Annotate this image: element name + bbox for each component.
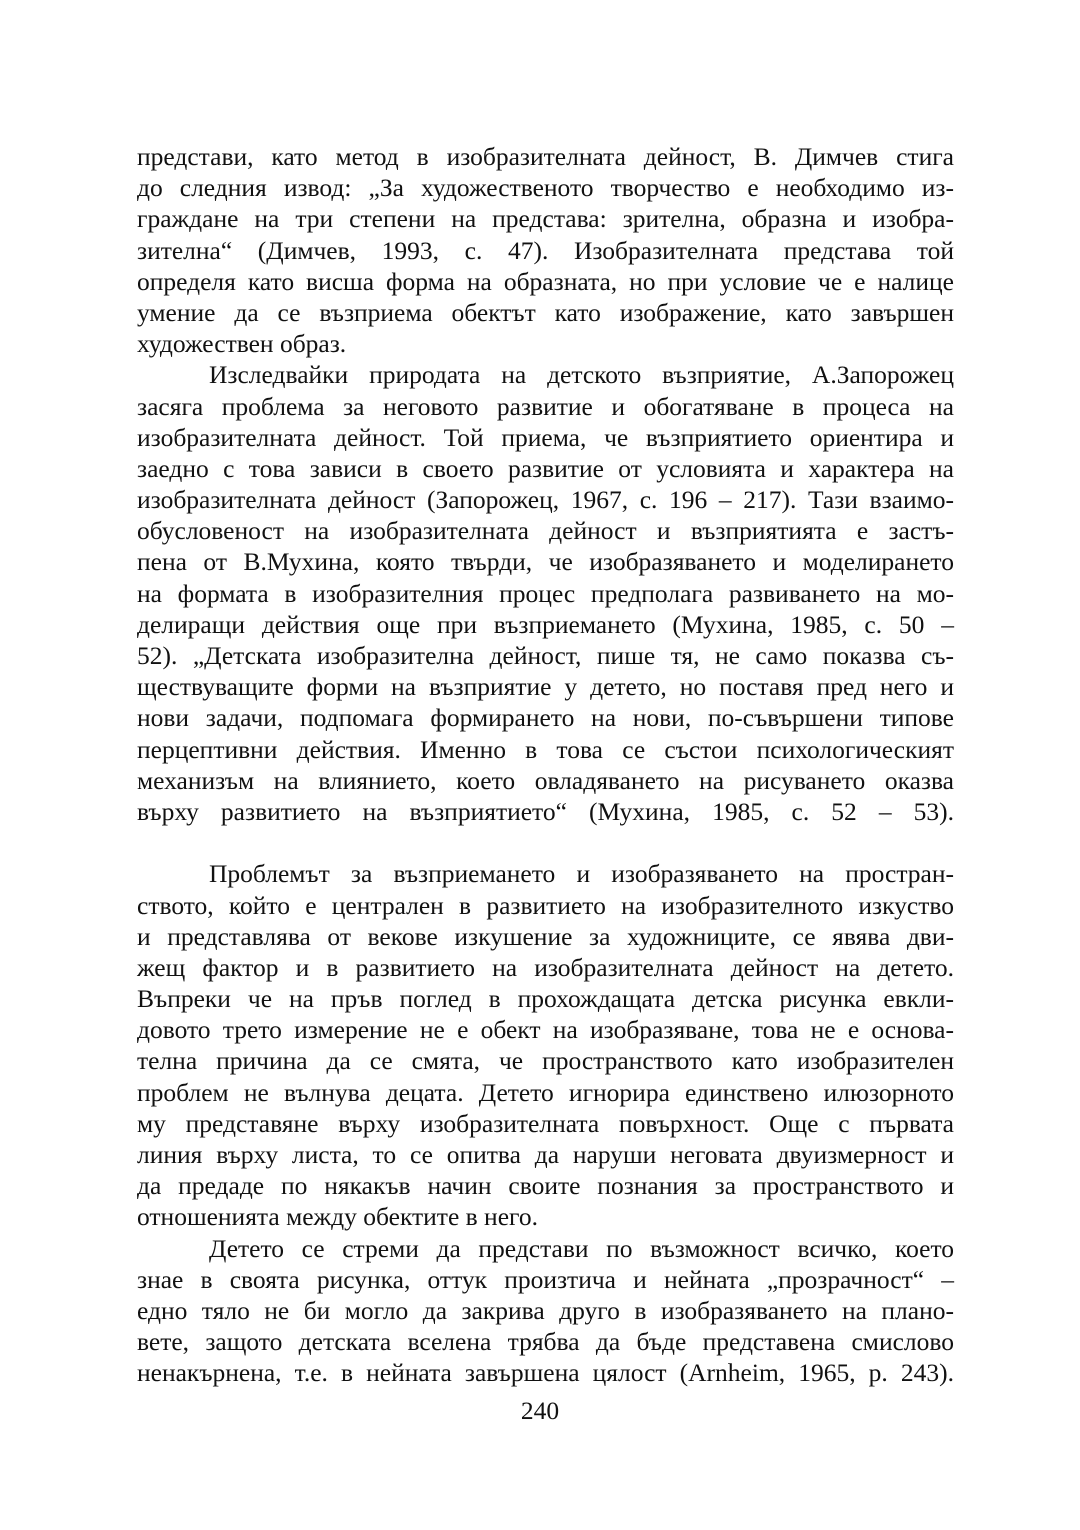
text-line: зителна“ (Димчев, 1993, с. 47). Изобразителната представа той — [137, 235, 954, 265]
text-line: Проблемът за възприемането и изобразяването на простран- — [209, 859, 954, 889]
text-line: 52). „Детската изобразителна дейност, пише тя, не само показва съ- — [137, 641, 954, 670]
text-line: линия върху листа, то се опитва да наруши неговата двуизмерност и — [137, 1140, 954, 1169]
body-text — [137, 141, 954, 1389]
text-line: да предаде по някакъв начин своите познания за пространството и — [137, 1171, 954, 1201]
text-line: пена от В.Мухина, която твърди, че изобразяването и моделирането — [137, 547, 954, 577]
text-line: ненакърнена, т.е. в нейната завършена цялост (Arnheim, 1965, p. 243). — [137, 1358, 954, 1388]
text-line: делиращи действия още при възприемането (Мухина, 1985, с. 50 – — [137, 609, 954, 639]
paragraph-2 — [137, 359, 954, 858]
paragraph-4 — [137, 1233, 954, 1389]
text-line: представи, като метод в изобразителната дейност, В. Димчев стига — [137, 142, 954, 171]
text-line: довото трето измерение не е обект на изобразяване, това не е основа- — [137, 1015, 954, 1045]
text-line — [137, 827, 954, 858]
text-line: граждане на три степени на представа: зрителна, образна и изобра- — [137, 204, 954, 234]
text-line: Въпреки че на пръв поглед в прохождащата детска рисунка евкли- — [137, 984, 954, 1014]
text-line: жещ фактор и в развитието на изобразителната дейност на детето. — [137, 952, 954, 982]
text-line: на формата в изобразителния процес предполага развиването на мо- — [137, 578, 954, 608]
text-line: художествен образ. — [137, 329, 347, 359]
text-line: заедно с това зависи в своето развитие от условията и характера на — [137, 453, 954, 483]
text-line: механизъм на влиянието, което овладяването на рисуването оказва — [137, 765, 954, 795]
text-line: едно тяло не би могло да закрива друго в изобразяването на плано- — [137, 1295, 954, 1325]
text-line: отношенията между обектите в него. — [137, 1202, 538, 1232]
text-line: до следния извод: „За художественото творчество е необходимо из- — [137, 173, 954, 203]
text-line: изобразителната дейност (Запорожец, 1967, с. 196 – 217). Тази взаимо- — [137, 485, 954, 515]
text-line: му представяне върху изобразителната повърхност. Още с първата — [137, 1108, 954, 1138]
text-line: ството, който е централен в развитието на изобразителното изкуство — [137, 890, 954, 920]
text-line: телна причина да се смята, че пространството като изобразителен — [137, 1046, 954, 1076]
paragraph-1 — [137, 141, 954, 359]
text-line: Детето се стреми да представи по възможност всичко, което — [209, 1233, 954, 1263]
text-line: проблем не вълнува децата. Детето игнорира единствено илюзорното — [137, 1077, 954, 1107]
page-number: 240 — [520, 1396, 560, 1425]
text-line: Изследвайки природата на детското възприятие, А.Запорожец — [209, 360, 954, 390]
text-line: и представлява от векове изкушение за художниците, се явява дви- — [137, 921, 954, 951]
text-line: върху развитието на възприятието“ (Мухина, 1985, с. 52 – 53). — [137, 796, 954, 826]
text-line: перцептивни действия. Именно в това се състои психологическият — [137, 734, 954, 764]
text-line: умение да се възприема обектът като изображение, като завършен — [137, 297, 954, 327]
text-line: обусловеност на изобразителната дейност и възприятията е застъ- — [137, 516, 954, 546]
text-line: знае в своята рисунка, оттук произтича и нейната „прозрачност“ – — [137, 1264, 954, 1294]
text-line: определя като висша форма на образната, но при условие че е налице — [137, 266, 954, 296]
text-line: засяга проблема за неговото развитие и обогатяване в процеса на — [137, 391, 954, 421]
paragraph-3 — [137, 858, 954, 1232]
text-line: ществуващите форми на възприятие у детето, но поставя пред него и — [137, 672, 954, 702]
text-line: нови задачи, подпомага формирането на нови, по-съвършени типове — [137, 703, 954, 733]
text-line: изобразителната дейност. Той приема, че възприятието ориентира и — [137, 422, 954, 452]
text-line: вете, защото детската вселена трябва да бъде представена смислово — [137, 1327, 954, 1357]
